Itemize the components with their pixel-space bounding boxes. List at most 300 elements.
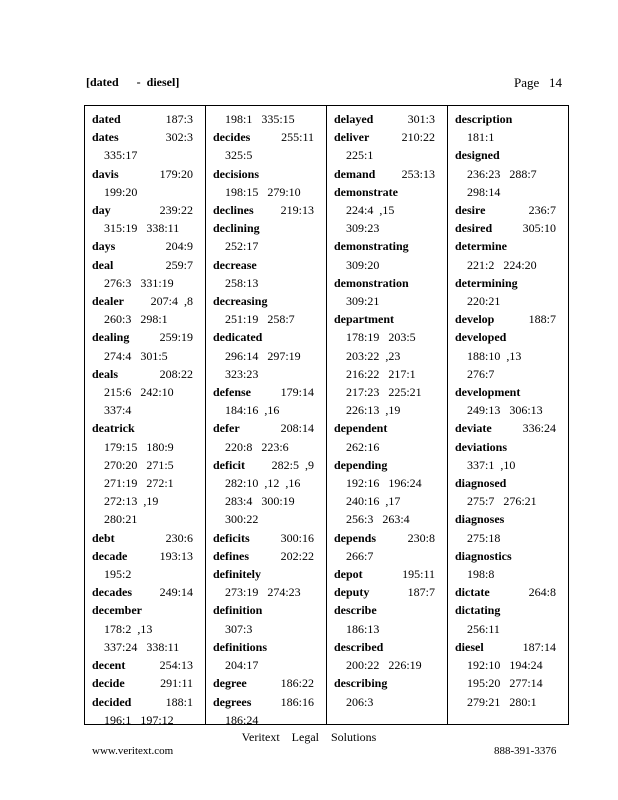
index-entry-line [334, 510, 447, 528]
index-headword: dated [92, 112, 121, 126]
index-entry-line [92, 401, 205, 419]
index-headword: deviate [455, 421, 492, 436]
index-page-refs: 187:14 [522, 639, 556, 654]
index-page-refs: 219:13 [280, 203, 314, 218]
index-entry [92, 165, 205, 201]
index-entry-line [334, 583, 447, 601]
index-entry-line [213, 565, 326, 583]
index-page-refs: 203:22 ,23 [346, 348, 401, 363]
index-entry-line [334, 419, 447, 437]
index-entry [455, 201, 568, 219]
index-page-refs: 198:8 [467, 567, 495, 582]
index-entry-line [213, 711, 326, 729]
index-entry [334, 165, 447, 183]
index-headword: decided [92, 694, 132, 709]
index-entry-line [455, 310, 568, 328]
index-entry-line [334, 183, 447, 201]
index-entry [92, 656, 205, 674]
index-page-refs: 253:13 [401, 166, 435, 181]
index-headword: designed [455, 148, 500, 163]
index-headword: dealer [92, 294, 124, 309]
index-entry-line [334, 401, 447, 419]
index-entry-line [334, 656, 447, 674]
index-entry [334, 183, 447, 238]
index-page-refs: 249:13 306:13 [467, 403, 543, 418]
index-page-refs: 337:24 338:11 [104, 639, 180, 654]
index-entry-line [213, 292, 326, 310]
index-entry [92, 547, 205, 583]
index-page-refs: 200:22 226:19 [346, 658, 422, 673]
index-entry-line [334, 674, 447, 692]
index-page-refs: 184:16 ,16 [225, 403, 280, 418]
index-entry-line [213, 419, 326, 437]
index-headword: demand [334, 166, 376, 181]
index-entry-line [213, 347, 326, 365]
index-page-refs: 276:3 331:19 [104, 275, 174, 290]
index-page-refs: 188:10 ,13 [467, 348, 522, 363]
index-headword: description [455, 112, 513, 126]
index-entry-line [455, 510, 568, 528]
index-entry-line [334, 219, 447, 237]
index-page-refs: 251:19 258:7 [225, 312, 295, 327]
index-entry-line [92, 274, 205, 292]
index-headword: decreasing [213, 294, 268, 309]
index-entry-line [334, 383, 447, 401]
index-page-refs: 215:6 242:10 [104, 385, 174, 400]
index-entry-line [213, 201, 326, 219]
index-headword: development [455, 385, 521, 400]
index-entry-line [213, 365, 326, 383]
index-entry-line [334, 365, 447, 383]
index-page-refs: 271:19 272:1 [104, 476, 174, 491]
index-page-refs: 208:22 [159, 366, 193, 381]
index-headword: dictating [455, 603, 501, 618]
index-entry-line [213, 674, 326, 692]
index-entry [455, 601, 568, 637]
index-page-refs: 300:16 [280, 530, 314, 545]
index-entry-line [213, 165, 326, 183]
index-entry-line [213, 146, 326, 164]
footer-company: Veritext Legal Solutions [241, 730, 377, 744]
index-page-refs: 301:3 [407, 112, 435, 126]
index-headword: decent [92, 658, 126, 673]
index-entry [455, 419, 568, 437]
index-entry-line [455, 601, 568, 619]
index-entry-line [92, 256, 205, 274]
index-headword: defense [213, 385, 251, 400]
index-headword: defines [213, 548, 249, 563]
index-page-refs: 274:4 301:5 [104, 348, 168, 363]
index-entry-line [334, 292, 447, 310]
index-page-refs: 230:6 [165, 530, 193, 545]
index-entry-line [334, 474, 447, 492]
index-page-refs: 179:20 [159, 166, 193, 181]
index-headword: develop [455, 312, 495, 327]
index-entry-line [92, 656, 205, 674]
index-headword: degree [213, 676, 247, 691]
index-entry-line [334, 438, 447, 456]
index-page-refs: 256:11 [467, 621, 500, 636]
index-entry-line [455, 237, 568, 255]
index-page-refs: 186:24 [225, 712, 259, 727]
index-page-refs: 270:20 271:5 [104, 457, 174, 472]
index-entry-line [92, 328, 205, 346]
index-page-refs: 309:20 [346, 257, 380, 272]
index-entry-line [92, 292, 205, 310]
index-column [447, 106, 568, 724]
index-page-refs: 272:13 ,19 [104, 494, 159, 509]
index-headword: deliver [334, 130, 370, 145]
index-headword: deals [92, 366, 119, 381]
index-headword: december [92, 603, 142, 618]
index-page-refs: 188:7 [528, 312, 556, 327]
index-entry [213, 219, 326, 255]
index-entry [334, 419, 447, 455]
index-page-refs: 196:1 197:12 [104, 712, 174, 727]
index-page-refs: 178:19 203:5 [346, 330, 416, 345]
index-headword: dependent [334, 421, 388, 436]
index-entry [334, 601, 447, 637]
index-entry [455, 547, 568, 583]
index-headword: declines [213, 203, 254, 218]
index-entry-line [213, 328, 326, 346]
index-page-refs: 254:13 [159, 658, 193, 673]
index-entry-line [92, 183, 205, 201]
index-page-refs: 217:23 225:21 [346, 385, 422, 400]
index-entry-line [455, 638, 568, 656]
index-entry [334, 674, 447, 710]
index-headword: diesel [455, 639, 484, 654]
index-entry-line [334, 146, 447, 164]
index-entry [455, 438, 568, 474]
index-headword: demonstrate [334, 184, 398, 199]
index-entry-line [455, 383, 568, 401]
index-entry-line [92, 674, 205, 692]
index-entry [334, 638, 447, 674]
index-page-refs: 207:4 ,8 [150, 294, 193, 309]
index-headword: decides [213, 130, 251, 145]
index-entry-line [213, 256, 326, 274]
index-page-refs: 315:19 338:11 [104, 221, 180, 236]
index-page-refs: 193:13 [159, 548, 193, 563]
index-page-refs: 186:16 [280, 694, 314, 709]
index-entry-line [92, 438, 205, 456]
index-entry-line [92, 510, 205, 528]
index-entry [92, 674, 205, 692]
index-page-refs: 240:16 ,17 [346, 494, 401, 509]
index-page-refs: 275:7 276:21 [467, 494, 537, 509]
index-entry-line [92, 456, 205, 474]
index-page-refs: 239:22 [159, 203, 193, 218]
index-page-refs: 187:7 [407, 585, 435, 600]
index-headword: determine [455, 239, 507, 254]
index-entry-line [455, 529, 568, 547]
index-entry-line [455, 128, 568, 146]
index-entry [334, 274, 447, 310]
index-entry-line [213, 547, 326, 565]
index-entry [213, 456, 326, 529]
index-page-refs: 282:5 ,9 [271, 457, 314, 472]
index-headword: department [334, 312, 394, 327]
index-page-refs: 291:11 [160, 676, 193, 691]
index-entry-line [334, 347, 447, 365]
index-entry [92, 419, 205, 528]
index-page-refs: 279:21 280:1 [467, 694, 537, 709]
index-page-refs: 206:3 [346, 694, 374, 709]
index-entry-line [455, 401, 568, 419]
index-entry-line [455, 219, 568, 237]
index-entry-line [455, 183, 568, 201]
index-entry-line [213, 510, 326, 528]
index-page-refs: 198:15 279:10 [225, 184, 301, 199]
index-page-refs: 273:19 274:23 [225, 585, 301, 600]
index-page-refs: 259:7 [165, 257, 193, 272]
index-headword: deal [92, 257, 114, 272]
index-entry-line [92, 419, 205, 437]
index-page-refs: 210:22 [401, 130, 435, 145]
index-entry [334, 310, 447, 419]
index-entry-line [455, 565, 568, 583]
index-headword: deatrick [92, 421, 135, 436]
index-entry-line [455, 456, 568, 474]
footer-phone: 888-391-3376 [494, 745, 557, 757]
index-entry-line [455, 547, 568, 565]
index-page-refs: 258:13 [225, 275, 259, 290]
index-column [326, 106, 447, 724]
index-page-refs: 195:2 [104, 567, 132, 582]
index-headword: depot [334, 567, 363, 582]
index-entry-line [213, 183, 326, 201]
index-entry-line [455, 146, 568, 164]
index-entry-line [334, 237, 447, 255]
index-entry [213, 256, 326, 292]
index-headword: davis [92, 166, 119, 181]
index-entry [455, 328, 568, 383]
index-entry-line [334, 201, 447, 219]
index-headword: diagnosed [455, 476, 507, 491]
index-entry-line [92, 310, 205, 328]
index-page-refs: 216:22 217:1 [346, 366, 416, 381]
index-entry-line [92, 201, 205, 219]
index-entry-line [455, 492, 568, 510]
index-entry-line [334, 165, 447, 183]
index-entry-line [334, 274, 447, 292]
index-entry [213, 110, 326, 128]
index-page-refs: 187:3 [165, 112, 193, 126]
index-entry-line [213, 474, 326, 492]
index-entry-line [213, 219, 326, 237]
index-entry-line [92, 237, 205, 255]
index-entry-line [92, 601, 205, 619]
index-entry-line [92, 365, 205, 383]
index-headword: debt [92, 530, 115, 545]
index-entry-line [334, 529, 447, 547]
index-entry [92, 601, 205, 656]
index-entry-line [334, 492, 447, 510]
index-page-refs: 259:19 [159, 330, 193, 345]
index-entry [455, 510, 568, 546]
index-entry-line [92, 711, 205, 729]
index-page-refs: 280:21 [104, 512, 138, 527]
index-headword: describe [334, 603, 377, 618]
index-entry [92, 292, 205, 328]
index-page-refs: 323:23 [225, 366, 259, 381]
index-page-refs: 264:8 [528, 585, 556, 600]
index-page-refs: 252:17 [225, 239, 259, 254]
index-entry-line [455, 438, 568, 456]
index-headword: determining [455, 275, 518, 290]
index-headword: decrease [213, 257, 257, 272]
index-headword: decades [92, 585, 132, 600]
index-entry-line [334, 456, 447, 474]
index-entry [455, 237, 568, 273]
index-page-refs: 282:10 ,12 ,16 [225, 476, 301, 491]
index-range-header: [dated - diesel] [86, 75, 180, 89]
index-entry [334, 529, 447, 565]
index-page-refs: 255:11 [281, 130, 314, 145]
index-entry-line [334, 693, 447, 711]
index-page-refs: 302:3 [165, 130, 193, 145]
index-entry-line [92, 693, 205, 711]
index-page-refs: 179:14 [280, 385, 314, 400]
index-headword: diagnoses [455, 512, 505, 527]
index-page-refs: 220:8 223:6 [225, 439, 289, 454]
index-headword: defer [213, 421, 240, 436]
index-entry-line [213, 310, 326, 328]
index-entry-line [334, 565, 447, 583]
index-entry [213, 128, 326, 164]
index-entry-line [213, 693, 326, 711]
index-page-refs: 236:23 288:7 [467, 166, 537, 181]
index-entry-line [455, 674, 568, 692]
index-page-refs: 236:7 [528, 203, 556, 218]
index-headword: deficit [213, 457, 245, 472]
index-headword: deviations [455, 439, 508, 454]
index-entry-line [455, 292, 568, 310]
index-page-refs: 307:3 [225, 621, 253, 636]
index-entry-line [455, 693, 568, 711]
index-entry [213, 328, 326, 383]
index-page-refs: 225:1 [346, 148, 374, 163]
index-entry [455, 274, 568, 310]
index-entry [92, 328, 205, 364]
index-entry [334, 565, 447, 583]
index-headword: dedicated [213, 330, 263, 345]
index-entry-line [334, 601, 447, 619]
index-entry-line [92, 146, 205, 164]
index-page-refs: 195:20 277:14 [467, 676, 543, 691]
index-entry-line [213, 237, 326, 255]
index-page-refs: 249:14 [159, 585, 193, 600]
index-entry-line [213, 128, 326, 146]
index-entry [213, 547, 326, 565]
index-entry [213, 165, 326, 201]
index-entry-line [334, 638, 447, 656]
index-page-refs: 199:20 [104, 184, 138, 199]
index-page-refs: 188:1 [165, 694, 193, 709]
index-entry-line [213, 620, 326, 638]
index-page-refs: 198:1 335:15 [225, 112, 295, 126]
index-page-refs: 226:13 ,19 [346, 403, 401, 418]
index-entry-line [334, 128, 447, 146]
index-page-refs: 335:17 [104, 148, 138, 163]
index-entry-line [213, 492, 326, 510]
index-entry-line [334, 256, 447, 274]
index-headword: demonstrating [334, 239, 409, 254]
index-entry-line [92, 620, 205, 638]
index-column [85, 106, 205, 727]
index-page-refs: 283:4 300:19 [225, 494, 295, 509]
index-page-refs: 181:1 [467, 130, 495, 145]
index-entry [213, 529, 326, 547]
index-entry-line [455, 365, 568, 383]
index-entry-line [92, 474, 205, 492]
index-entry-line [334, 110, 447, 128]
index-entry [92, 693, 205, 729]
index-page-refs: 309:21 [346, 294, 380, 309]
index-entry [92, 201, 205, 237]
index-entry-line [455, 583, 568, 601]
index-entry-line [213, 529, 326, 547]
index-headword: definitely [213, 567, 261, 582]
index-entry [334, 237, 447, 273]
index-entry-line [213, 456, 326, 474]
index-page-refs: 300:22 [225, 512, 259, 527]
index-page-refs: 186:22 [280, 676, 314, 691]
index-page-refs: 276:7 [467, 366, 495, 381]
index-headword: desired [455, 221, 493, 236]
index-page-refs: 179:15 180:9 [104, 439, 174, 454]
index-headword: declining [213, 221, 260, 236]
index-entry [213, 601, 326, 637]
index-entry [213, 201, 326, 219]
index-entry-line [213, 438, 326, 456]
index-page-refs: 195:11 [402, 567, 435, 582]
index-entry-line [92, 383, 205, 401]
index-page-refs: 224:4 ,15 [346, 203, 395, 218]
index-page-refs: 204:9 [165, 239, 193, 254]
index-entry [334, 110, 447, 128]
index-page-refs: 186:13 [346, 621, 380, 636]
index-headword: decide [92, 676, 125, 691]
index-entry-line [213, 110, 326, 128]
index-headword: degrees [213, 694, 252, 709]
index-entry-line [455, 347, 568, 365]
index-headword: definitions [213, 639, 268, 654]
index-entry [213, 565, 326, 601]
index-entry-line [455, 274, 568, 292]
index-entry-line [213, 383, 326, 401]
index-headword: demonstration [334, 275, 409, 290]
index-entry-line [213, 656, 326, 674]
index-entry-line [455, 620, 568, 638]
index-entry-line [334, 547, 447, 565]
index-headword: deputy [334, 585, 370, 600]
index-entry-line [92, 547, 205, 565]
index-entry [455, 110, 568, 146]
footer-url: www.veritext.com [92, 745, 174, 757]
index-entry-line [92, 165, 205, 183]
index-entry-line [455, 328, 568, 346]
index-entry [455, 474, 568, 510]
index-page-refs: 260:3 298:1 [104, 312, 168, 327]
index-entry-line [92, 583, 205, 601]
index-headword: developed [455, 330, 507, 345]
index-page-refs: 266:7 [346, 548, 374, 563]
index-headword: dealing [92, 330, 130, 345]
index-headword: desire [455, 203, 486, 218]
index-entry [92, 256, 205, 292]
